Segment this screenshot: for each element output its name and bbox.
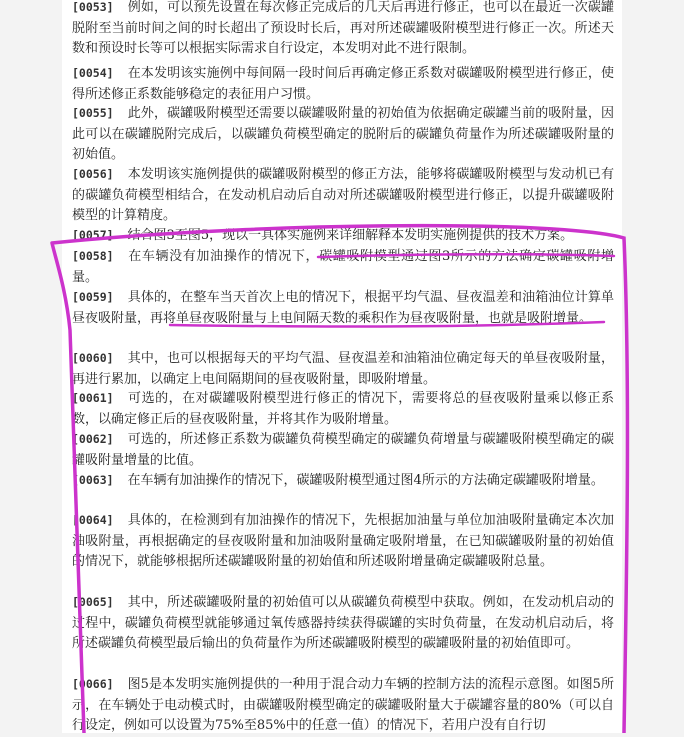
paragraph-0055	[72, 103, 614, 166]
paragraph-text: 在车辆有加油操作的情况下，碳罐吸附模型通过图4所示的方法确定碳罐吸附增量。	[127, 473, 604, 488]
paragraph-number: [0059]	[72, 290, 114, 304]
paragraph-text: 例如，可以预先设置在每次修正完成后的几天后再进行修正，也可以在最近一次碳罐脱附至当前时间之间的时长超出了预设时长后，再对所述碳罐吸附模型进行修正一次。所述天数和预设时长等可以根据实际需求自行设定，本发明对此不进行限制。	[72, 0, 614, 57]
paragraph-text: 此外，碳罐吸附模型还需要以碳罐吸附量的初始值为依据确定碳罐当前的吸附量，因此可以在碳罐脱附完成后，以碳罐负荷模型确定的脱附后的碳罐负荷量作为所述碳罐吸附量的初始值。	[72, 106, 614, 163]
paragraph-number: [0053]	[72, 0, 114, 14]
paragraph-0065	[72, 592, 614, 655]
paragraph-number: [0058]	[72, 249, 114, 263]
document-page	[62, 0, 622, 733]
paragraph-text: 具体的，在检测到有加油操作的情况下，先根据加油量与单位加油吸附量确定本次加油吸附量，再根据确定的昼夜吸附量和加油吸附量确定吸附增量，在已知碳罐吸附量的初始值的情况下，就能够根据所述碳罐吸附量的初始值和所述吸附增量确定碳罐吸附总量。	[72, 513, 614, 570]
paragraph-0056	[72, 164, 614, 227]
paragraph-text: 图5是本发明实施例提供的一种用于混合动力车辆的控制方法的流程示意图。如图5所示，在车辆处于电动模式时，由碳罐吸附模型确定的碳罐吸附量大于碳罐容量的80%（可以自行设定，例如可以设置为75%至85%中的任意一值）的情况下，若用户没有自行切	[72, 677, 614, 734]
paragraph-0061	[72, 388, 614, 430]
paragraph-number: [0057]	[72, 228, 114, 242]
paragraph-0063	[72, 470, 614, 492]
paragraph-text: 可选的，所述修正系数为碳罐负荷模型确定的碳罐负荷增量与碳罐吸附模型确定的碳罐吸附量增量的比值。	[72, 432, 614, 468]
paragraph-text: 其中，也可以根据每天的平均气温、昼夜温差和油箱油位确定每天的单昼夜吸附量，再进行累加，以确定上电间隔期间的昼夜吸附量，即吸附增量。	[72, 351, 614, 387]
paragraph-text: 本发明该实施例提供的碳罐吸附模型的修正方法，能够将碳罐吸附模型与发动机已有的碳罐负荷模型相结合，在发动机启动后自动对所述碳罐吸附模型进行修正，以提升碳罐吸附模型的计算精度。	[72, 167, 614, 224]
paragraph-text: 具体的，在整车当天首次上电的情况下，根据平均气温、昼夜温差和油箱油位计算单昼夜吸附量，再将单昼夜吸附量与上电间隔天数的乘积作为昼夜吸附量，也就是吸附增量。	[72, 290, 614, 326]
paragraph-number: [0063]	[72, 473, 114, 487]
paragraph-number: [0065]	[72, 595, 114, 609]
paragraph-0054	[72, 63, 614, 105]
paragraph-0064	[72, 510, 614, 573]
paragraph-number: [0060]	[72, 351, 114, 365]
paragraph-number: [0056]	[72, 167, 114, 181]
paragraph-text: 其中，所述碳罐吸附量的初始值可以从碳罐负荷模型中获取。例如，在发动机启动的过程中，碳罐负荷模型就能够通过氧传感器持续获得碳罐的实时负荷量，在发动机启动后，将所述碳罐负荷模型最后输出的负荷量作为所述碳罐吸附模型的碳罐吸附量的初始值即可。	[72, 595, 614, 652]
paragraph-0053	[72, 0, 614, 60]
paragraph-0060	[72, 348, 614, 390]
paragraph-0059	[72, 287, 614, 329]
paragraph-number: [0054]	[72, 66, 114, 80]
paragraph-0062	[72, 429, 614, 471]
paragraph-number: [0062]	[72, 432, 114, 446]
paragraph-text: 结合图3至图5，现以一具体实施例来详细解释本发明实施例提供的技术方案。	[127, 228, 574, 243]
paragraph-text: 在本发明该实施例中每间隔一段时间后再确定修正系数对碳罐吸附模型进行修正，使得所述修正系数能够稳定的表征用户习惯。	[72, 66, 614, 102]
paragraph-number: [0064]	[72, 513, 114, 527]
paragraph-number: [0055]	[72, 106, 114, 120]
paragraph-text: 在车辆没有加油操作的情况下，碳罐吸附模型通过图3所示的方法确定碳罐吸附增量。	[72, 249, 614, 285]
paragraph-0057	[72, 225, 614, 247]
paragraph-number: [0066]	[72, 677, 114, 691]
paragraph-text: 可选的，在对碳罐吸附模型进行修正的情况下，需要将总的昼夜吸附量乘以修正系数，以确定修正后的昼夜吸附量，并将其作为吸附增量。	[72, 391, 614, 427]
paragraph-0066	[72, 674, 614, 737]
paragraph-0058	[72, 246, 614, 288]
paragraph-number: [0061]	[72, 391, 114, 405]
